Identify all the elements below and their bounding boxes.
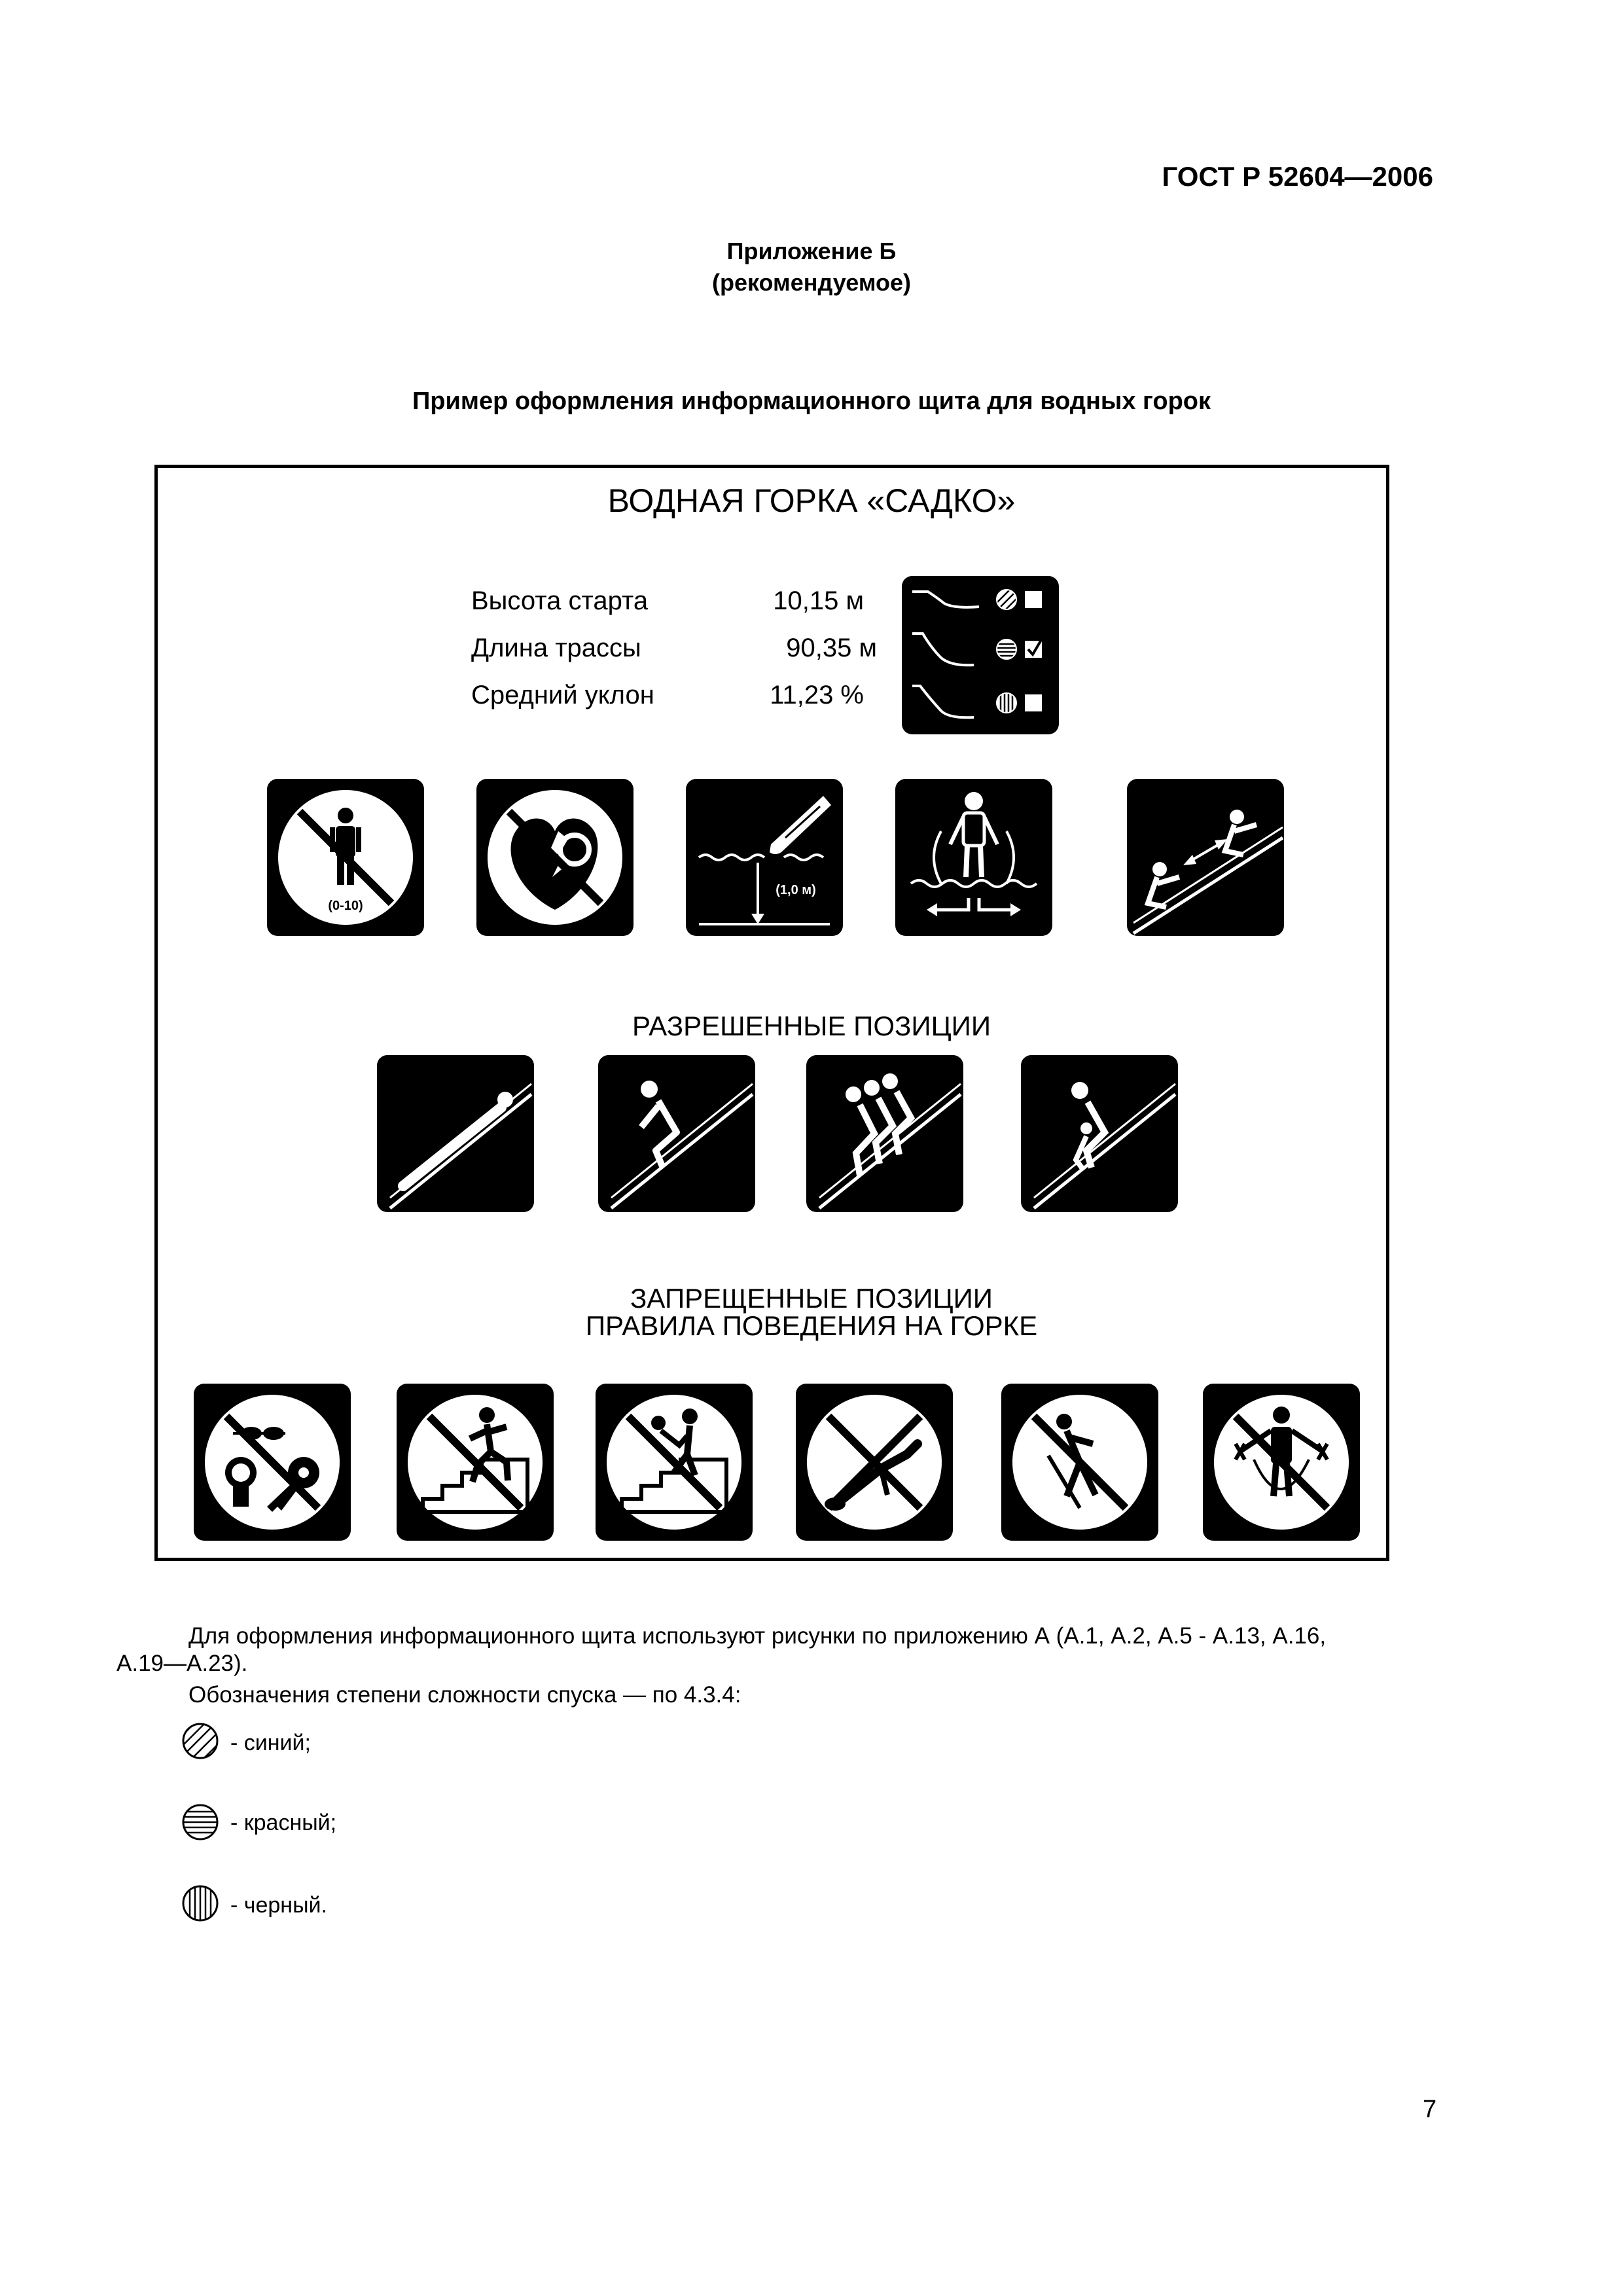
paragraph-difficulty: Обозначения степени сложности спуска — по 4.3.4: — [188, 1682, 741, 1708]
slide-lines-icon — [611, 1084, 753, 1208]
board-title: ВОДНАЯ ГОРКА «САДКО» — [607, 482, 1016, 519]
pictogram-no-hanging — [1203, 1384, 1360, 1541]
pictogram-sitting — [598, 1055, 755, 1212]
people-group-icon — [846, 1073, 911, 1175]
slide-exit-icon — [770, 796, 831, 854]
slope-profile-icon — [912, 686, 974, 717]
age-label: (0-10) — [328, 899, 363, 913]
behavior-rules-heading: ПРАВИЛА ПОВЕДЕНИЯ НА ГОРКЕ — [585, 1310, 1038, 1341]
checked-box-icon — [1025, 639, 1042, 658]
legend-vertical-hatch-icon — [182, 1885, 219, 1922]
person-standing-icon — [950, 792, 997, 877]
distance-arrow-icon — [1183, 839, 1228, 865]
slope-profile-icon — [912, 592, 979, 607]
slide-lines-icon — [819, 1084, 961, 1208]
pictogram-no-sharp-objects — [194, 1384, 351, 1541]
person-lying-icon — [403, 1092, 513, 1186]
pictogram-lying-feet-first — [377, 1055, 534, 1212]
depth-label: (1,0 м) — [776, 883, 816, 897]
pictogram-leave-pool — [895, 779, 1052, 936]
document-code: ГОСТ Р 52604—2006 — [1162, 161, 1433, 192]
horizontal-hatch-icon — [993, 639, 1020, 659]
pictogram-no-pushing-stairs — [596, 1384, 753, 1541]
person-sitting-icon — [641, 1081, 677, 1166]
page-number: 7 — [1423, 2096, 1437, 2123]
annex-status: (рекомендуемое) — [712, 269, 911, 296]
unchecked-box-icon — [1025, 591, 1042, 608]
forbidden-positions-heading: ЗАПРЕЩЕННЫЕ ПОЗИЦИИ — [630, 1283, 993, 1314]
diagonal-hatch-icon — [990, 583, 1021, 614]
stat-value-height: 10,15 м — [773, 586, 864, 615]
pictogram-no-running-stairs — [397, 1384, 554, 1541]
pictogram-sitting-group — [806, 1055, 963, 1212]
annex-title: Приложение Б — [726, 238, 897, 264]
slope-profile-icon — [912, 634, 974, 665]
difficulty-panel — [902, 576, 1059, 734]
pictogram-no-standing — [1001, 1384, 1158, 1541]
splash-icon — [911, 831, 1037, 887]
stat-label-slope: Средний уклон — [471, 681, 654, 709]
pictogram-water-depth — [686, 779, 843, 936]
stat-value-slope: 11,23 % — [770, 681, 864, 709]
stat-value-length: 90,35 м — [786, 634, 877, 662]
legend-label-red: - красный; — [230, 1810, 337, 1835]
vertical-hatch-icon — [997, 691, 1016, 715]
legend-label-blue: - синий; — [230, 1731, 311, 1755]
page-title: Пример оформления информационного щита для водных горок — [412, 387, 1211, 415]
unchecked-box-icon — [1025, 694, 1042, 711]
stat-label-height: Высота старта — [471, 586, 649, 615]
pictogram-sitting-with-child — [1021, 1055, 1178, 1212]
exit-arrows-icon — [927, 898, 1021, 916]
person-sliding-icon — [1148, 862, 1179, 907]
legend-diagonal-hatch-icon — [182, 1723, 219, 1759]
paragraph-line: Для оформления информационного щита используют рисунки по приложению А (А.1, А.2, А.5 - А.13, А.16, — [188, 1623, 1327, 1649]
pictogram-keep-distance — [1127, 779, 1284, 936]
pictogram-no-heart-condition — [476, 779, 633, 936]
paragraph-line: А.19—А.23). — [116, 1651, 248, 1676]
legend-label-black: - черный. — [230, 1893, 327, 1918]
water-wave-icon — [699, 855, 823, 860]
pictogram-no-children — [267, 779, 424, 936]
legend-horizontal-hatch-icon — [182, 1804, 219, 1840]
slide-lines-icon — [1034, 1084, 1175, 1208]
pictogram-no-head-first — [796, 1384, 953, 1541]
allowed-positions-heading: РАЗРЕШЕННЫЕ ПОЗИЦИИ — [632, 1011, 991, 1041]
stat-label-length: Длина трассы — [471, 634, 641, 662]
